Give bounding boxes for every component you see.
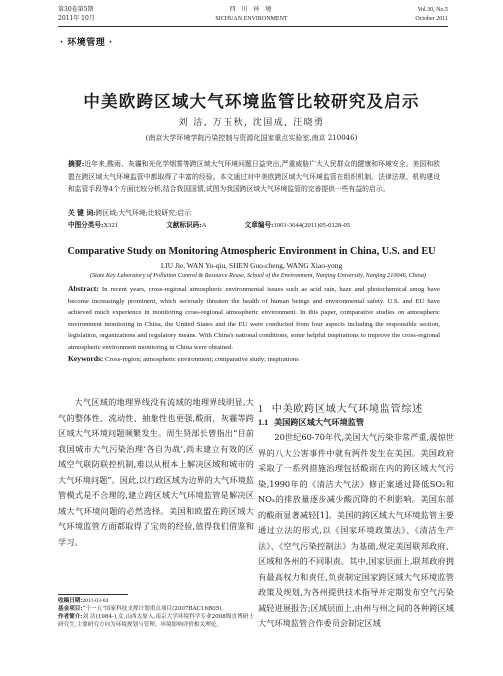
subsection-title: 美国跨区域大气环境监管 — [273, 417, 365, 427]
footnote-author — [58, 613, 254, 629]
section-heading — [258, 400, 454, 415]
fund-value: “十一五”国家科技支撑计划重点项目(2007BAC16B05)。 — [82, 606, 228, 612]
header-date-en: October 2011 — [415, 16, 448, 22]
article-no-label: 文章编号: — [244, 221, 274, 229]
received-value: 2011-03-04 — [82, 598, 109, 604]
keywords-cn-text: 跨区域;大气环境;比较研究;启示 — [95, 209, 191, 217]
section-title: 中美欧跨区域大气环境监管综述 — [271, 404, 423, 415]
footnote-rule — [58, 594, 128, 595]
header-issue-cn: 第30卷第5期 — [58, 6, 94, 13]
subsection-heading — [258, 417, 454, 428]
header-issue-en: Vol.30, No.5 — [417, 7, 448, 13]
keywords-en-text: Cross-region; atmospheric environment; comparative study; inspirations — [105, 356, 299, 363]
footnote-received — [58, 597, 254, 605]
keywords-cn-label: 关 键 词: — [68, 209, 96, 217]
header-journal-en: SICHUAN ENVIRONMENT — [215, 16, 288, 22]
abstract-en — [68, 283, 440, 353]
keywords-en — [68, 354, 440, 365]
header-date-cn: 2011年 10月 — [58, 15, 95, 22]
right-column — [258, 430, 454, 673]
abstract-cn — [68, 158, 440, 196]
fund-label: 基金项目: — [58, 606, 83, 612]
left-column — [58, 395, 254, 550]
classification-line — [68, 220, 448, 231]
footnote-fund — [58, 605, 254, 613]
doc-code-value: A — [201, 222, 207, 229]
header-rule — [58, 26, 448, 27]
abstract-en-label: Abstract: — [68, 284, 99, 293]
affiliation-cn: (南京大学环境学院污染控制与资源化国家重点实验室,南京 210046) — [145, 134, 358, 142]
abstract-cn-label: 摘要: — [68, 160, 85, 168]
doc-code-label: 文献标识码: — [166, 221, 202, 229]
clc-label: 中图分类号: — [68, 221, 104, 229]
clc-value: X321 — [103, 222, 119, 229]
abstract-en-text: In recent years, cross-regional atmospheric environmental issues such as acid rain, haze and photochemical smog have become increasingly prominent, which seriously threaten the health of human beings and environmental safety. U.S. and EU have achieved much experience in monitoring cross-regional atmospheric environment. In this paper, comparative studies on atmospheric environment monitoring in China, the United States and the EU were conducted from four aspects including the responsible section, legislation, organizations and regulatory means. With China's national conditions, some helpful inspirations to improve the cross-regional atmospheric environment monitoring in China were obtained. — [68, 286, 441, 351]
authors-cn: 刘 洁, 万玉秋, 沈国成, 汪晓勇 — [178, 118, 325, 128]
section-tag: · 环境管理 · — [60, 38, 113, 48]
title-cn: 中美欧跨区域大气环境监管比较研究及启示 — [83, 92, 420, 111]
keywords-cn — [68, 208, 440, 218]
title-en: Comparative Study on Monitoring Atmospheric Environment in China, U.S. and EU — [67, 246, 436, 257]
article-no-value: 1001-3644(2011)05-0128-05 — [273, 222, 351, 229]
keywords-en-label: Keywords: — [68, 354, 104, 363]
section-number: 1 — [258, 404, 264, 415]
received-label: 收稿日期: — [58, 598, 83, 604]
body-paragraph: 大气区域的地理界线没有流域的地理界线明显,大气的整体性、流动性、抽象性也更强,酸雨、灰霾等跨区域大气环境问题频繁发生。周生贤部长曾指出“目前我国城市大气污染治理‘各自为战’,尚未建立有效的区域空气联防联控机制,难以从根本上解决区域和城市的大气环境问题”。因此,以行政区域为边界的大气环境监管模式是不合理的,建立跨区域大气环境监管是解决区域大气环境问题的必然选择。美国和欧盟在跨区域大气环境监管方面都取得了宝贵的经验,值得我们借鉴和学习。 — [58, 397, 254, 547]
abstract-cn-text: 近年来,酸雨、灰霾和光化学烟雾等跨区域大气环境问题日益突出,严重威胁广大人民群众的健康和环境安全。美国和欧盟在跨区域大气环境监管中都取得了丰富的经验。本文通过对中美欧跨区域大气环境监管在组织机制、法律法规、机构建设和监管手段等4个方面比较分析,结合我国国情,试图为我国跨区域大气环境监管的完善提供一些有益的启示。 — [68, 160, 440, 193]
header-journal-cn: 四 川 环 境 — [229, 6, 274, 13]
affiliation-en: (State Key Laboratory of Pollution Control & Resource Reuse, School of the Environment, Nanjing University, Nanjing 210046, China) — [90, 272, 426, 279]
body-paragraph: 20世纪60-70年代,美国大气污染非常严重,震惊世界的八大公害事件中就有两件发生在美国。美国政府采取了一系列措施治理包括酸雨在内的跨区域大气污染,1990年的《清洁大气法》修正案通过降低SO₂和NOₓ的排放量逐步减少酸沉降的不利影响。美国东部的酸雨显著减轻[1]。美国的跨区域大气环境监管主要通过立法的形式,以《国家环境政策法》、《清洁生产法》、《空气污染控制法》为基础,规定美国联邦政府、区域和各州的不同职责。其中,国家层面上,联邦政府拥有最高权力和责任,负责制定国家跨区域大气环境监管政策及规划,为各州提供技术指导并定期发布空气污染减轻进展报告;区域层面上,由州与州之间的各种跨区域大气环境监管合作委员会制定区域 — [258, 432, 454, 628]
subsection-number: 1.1 — [258, 418, 269, 427]
footnote — [58, 597, 254, 629]
authors-en: LIU Jie, WAN Yu-qiu, SHEN Guo-cheng, WANG Xiao-yong — [160, 261, 343, 270]
author-bio-value: 刘 洁(1984-),女,山西太原人,南京大学环境科学专业2008级直博研士研究生,主要研究方向为环境规划与管理、环境影响评价相关理论。 — [58, 614, 254, 628]
author-bio-label: 作者简介: — [58, 614, 83, 620]
